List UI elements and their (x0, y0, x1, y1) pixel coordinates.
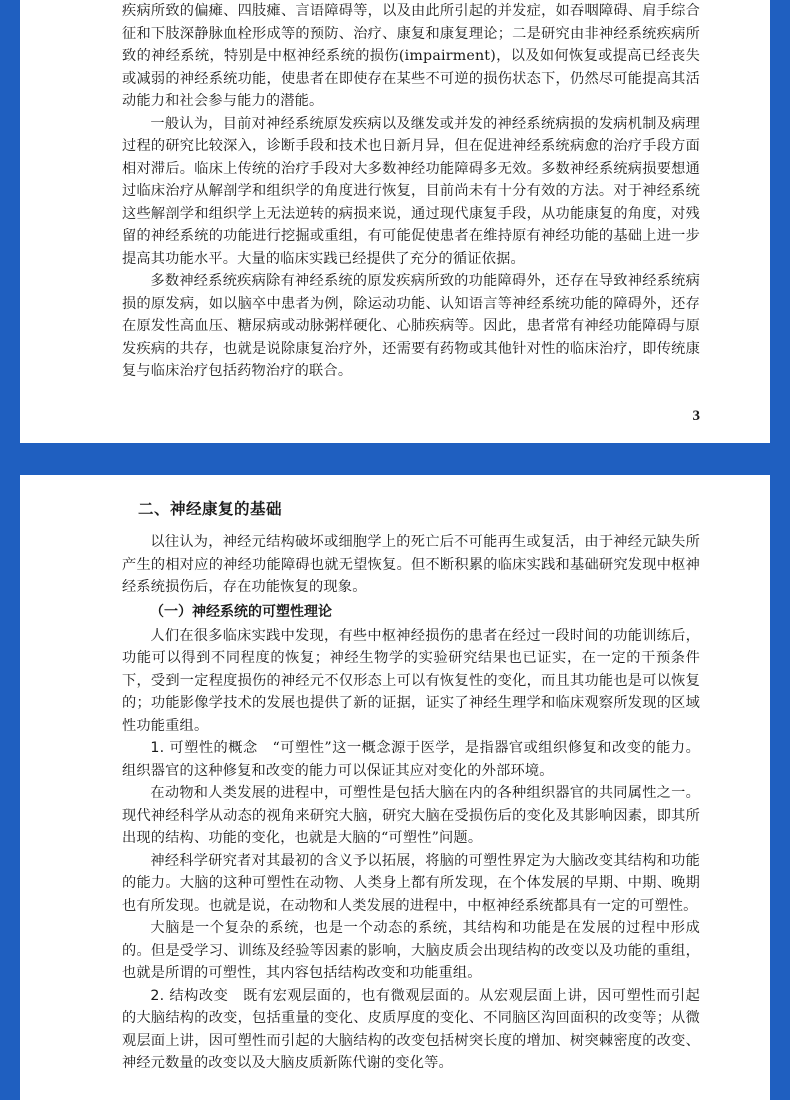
paragraph-intro: 以往认为，神经元结构破坏或细胞学上的死亡后不可能再生或复活，由于神经元缺失所产生的相对应的神经功能障碍也就无望恢复。但不断积累的临床实践和基础研究发现中枢神经系统损伤后，存在功能恢复的现象。 (122, 534, 700, 595)
subsection-heading: （一）神经系统的可塑性理论 (150, 603, 332, 620)
paragraph-development: 在动物和人类发展的进程中，可塑性是包括大脑在内的各种组织器官的共同属性之一。现代神经科学从动态的视角来研究大脑，研究大脑在受损伤后的变化及其影响因素，即其所出现的结构、功能的变化，也就是大脑的“可塑性”问题。 (122, 785, 700, 846)
book-page-top (20, 0, 770, 443)
term-structural-change: 2. 结构改变 (150, 987, 229, 1004)
paragraph-structural-change (122, 985, 700, 1075)
paragraph-continuation: 疾病所致的偏瘫、四肢瘫、言语障碍等，以及由此所引起的并发症，如吞咽障碍、肩手综合征和下肢深静脉血栓形成等的预防、治疗、康复和康复理论；二是研究由非神经系统疾病所致的神经系统，特别是中枢神经系统的损伤(impairment)，以及如何恢复或提高已经丧失或减弱的神经系统功能，使患者在即使存在某些不可逆的损伤状态下，仍然尽可能提高其活动能力和社会参与能力的潜能。 (122, 3, 700, 109)
paragraph-structural-change-text: 既有宏观层面的，也有微观层面的。从宏观层面上讲，因可塑性而引起的大脑结构的改变，包括重量的变化、皮质厚度的变化、不同脑区沟回面积的改变等；从微观层面上讲，因可塑性而引起的大脑结构的改变包括树突长度的增加、树突棘密度的改变、神经元数量的改变以及大脑皮质新陈代谢的变化等。 (122, 987, 701, 1071)
section-heading: 二、神经康复的基础 (138, 500, 283, 518)
term-plasticity-concept: 1. 可塑性的概念 (150, 740, 258, 756)
paragraph-neuroscience: 神经科学研究者对其最初的含义予以拓展，将脑的可塑性界定为大脑改变其结构和功能的能力。大脑的这种可塑性在动物、人类身上都有所发现，在个体发展的早期、中期、晚期也有所发现。也就是说，在动物和人类发展的进程中，中枢神经系统都具有一定的可塑性。 (122, 852, 700, 914)
paragraph-general-view: 一般认为，目前对神经系统原发疾病以及继发或并发的神经系统病损的发病机制及病理过程的研究比较深入，诊断手段和技术也日新月异，但在促进神经系统病愈的治疗手段方面相对滞后。临床上传统的治疗手段对大多数神经功能障碍多无效。多数神经系统病损要想通过临床治疗从解剖学和组织学的角度进行恢复，目前尚未有十分有效的方法。对于神经系统这些解剖学和组织学上无法逆转的病损来说，通过现代康复手段，从功能康复的角度，对残留的神经系统的功能进行挖掘或重组，有可能促使患者在维持原有神经功能的基础上进一步提高其功能水平。大量的临床实践已经提供了充分的循证依据。 (122, 115, 700, 267)
paragraph-clinical-findings: 人们在很多临床实践中发现，有些中枢神经损伤的患者在经过一段时间的功能训练后，功能可以得到不同程度的恢复；神经生物学的实验研究结果也已证实，在一定的干预条件下，受到一定程度损伤的神经元不仅形态上可以有恢复性的变化，而且其功能也是可以恢复的；功能影像学技术的发展也提供了新的证据，证实了神经生理学和临床观察所发现的区域性功能重组。 (122, 627, 700, 734)
book-page-bottom (20, 475, 770, 1100)
page-number: 3 (692, 408, 700, 424)
paragraph-comorbidity: 多数神经系统疾病除有神经系统的原发疾病所致的功能障碍外，还存在导致神经系统病损的原发病，如以脑卒中患者为例，除运动功能、认知语言等神经系统功能的障碍外，还存在原发性高血压、糖尿病或动脉粥样硬化、心肺疾病等。因此，患者常有神经功能障碍与原发疾病的共存，也就是说除康复治疗外，还需要有药物或其他针对性的临床治疗，即传统康复与临床治疗包括药物治疗的联合。 (122, 273, 700, 379)
paragraph-plasticity-concept (122, 737, 700, 782)
paragraph-plasticity-concept-text: “可塑性”这一概念源于医学，是指器官或组织修复和改变的能力。组织器官的这种修复和改变的能力可以保证其应对变化的外部环境。 (122, 740, 700, 779)
paragraph-brain-system: 大脑是一个复杂的系统，也是一个动态的系统，其结构和功能是在发展的过程中形成的。但是受学习、训练及经验等因素的影响，大脑皮质会出现结构的改变以及功能的重组，也就是所谓的可塑性，其内容包括结构改变和功能重组。 (122, 920, 700, 981)
